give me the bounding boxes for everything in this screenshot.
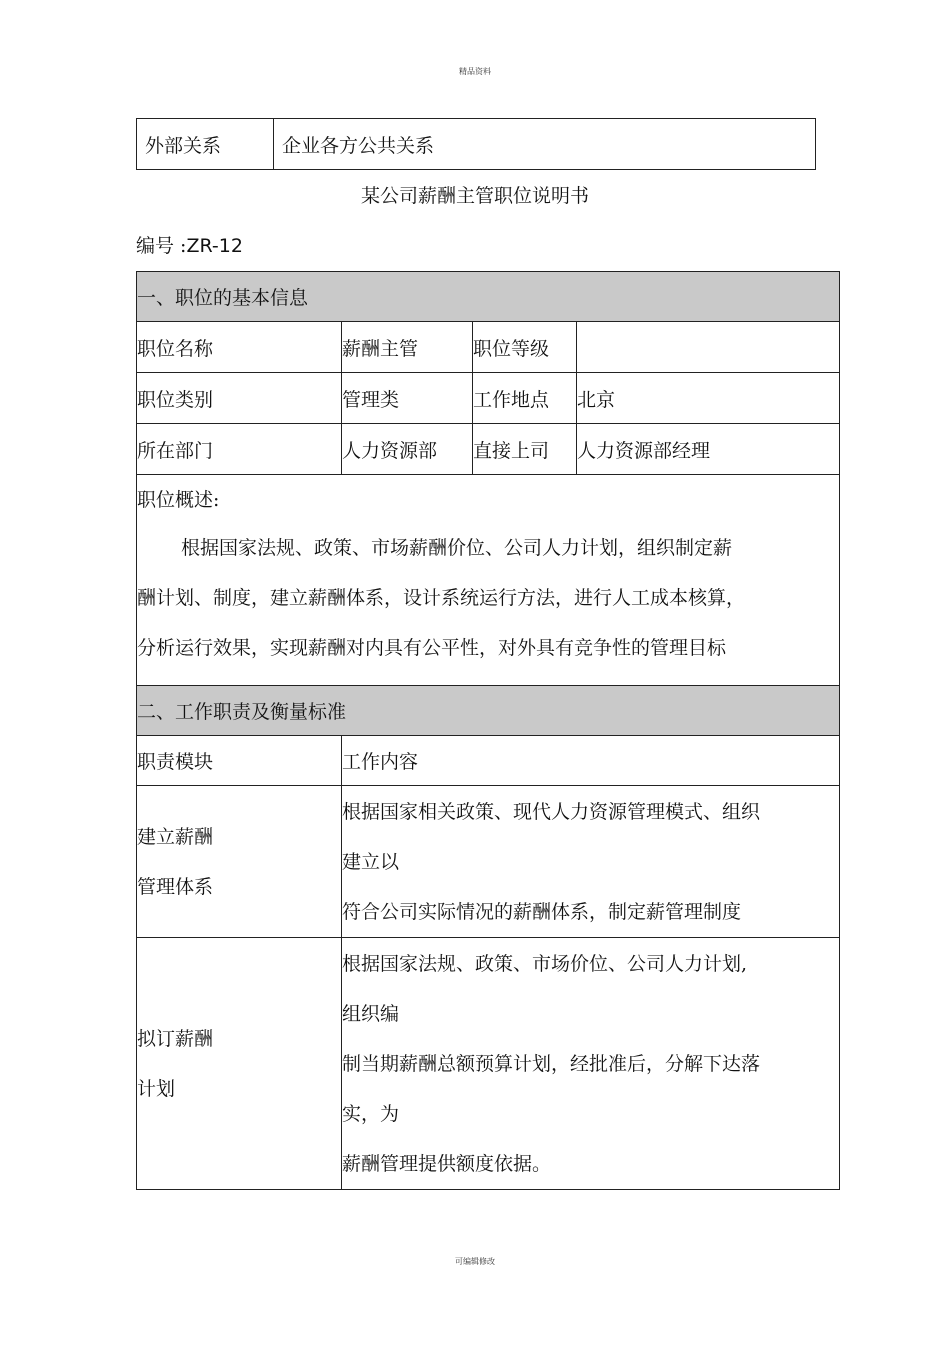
duty-content-line: 根据国家相关政策、现代人力资源管理模式、组织 bbox=[342, 801, 761, 823]
info-label: 工作地点 bbox=[473, 373, 577, 424]
summary-row bbox=[137, 475, 840, 686]
section-header-basic-info bbox=[137, 272, 840, 322]
info-label: 直接上司 bbox=[473, 424, 577, 475]
info-value: 人力资源部 bbox=[342, 424, 473, 475]
external-relations-row bbox=[137, 119, 816, 170]
info-row bbox=[137, 424, 840, 475]
section-header-duties bbox=[137, 686, 840, 736]
duty-content-line: 根据国家法规、政策、市场价位、公司人力计划, bbox=[342, 953, 748, 975]
header-note: 精品资料 bbox=[459, 67, 491, 76]
section-title: 二、工作职责及衡量标准 bbox=[137, 686, 840, 736]
duty-module-line: 拟订薪酬 bbox=[137, 1027, 214, 1050]
external-relations-value: 企业各方公共关系 bbox=[274, 119, 816, 170]
duty-module bbox=[137, 938, 342, 1190]
info-label: 职位名称 bbox=[137, 322, 342, 373]
summary-line: 根据国家法规、政策、市场薪酬价位、公司人力计划，组织制定薪 bbox=[181, 537, 733, 559]
duty-content-line: 建立以 bbox=[342, 851, 400, 873]
duty-module-line: 管理体系 bbox=[137, 875, 214, 898]
duty-content bbox=[342, 938, 840, 1190]
info-value: 管理类 bbox=[342, 373, 473, 424]
duty-content-line: 实，为 bbox=[342, 1103, 400, 1125]
duty-row bbox=[137, 786, 840, 938]
document-number-value: ZR-12 bbox=[186, 235, 243, 257]
summary-label: 职位概述: bbox=[137, 489, 220, 511]
info-value: 薪酬主管 bbox=[342, 322, 473, 373]
duty-content-line: 制当期薪酬总额预算计划，经批准后，分解下达落 bbox=[342, 1053, 761, 1075]
summary-line: 酬计划、制度，建立薪酬体系，设计系统运行方法，进行人工成本核算， bbox=[137, 587, 746, 609]
document-number bbox=[136, 231, 243, 258]
document-title: 某公司薪酬主管职位说明书 bbox=[360, 185, 589, 207]
duty-module-header: 职责模块 bbox=[137, 736, 342, 786]
external-relations-label: 外部关系 bbox=[137, 119, 274, 170]
info-label: 职位等级 bbox=[473, 322, 577, 373]
job-summary bbox=[137, 475, 840, 686]
duty-column-header-row bbox=[137, 736, 840, 786]
footer-note: 可编辑修改 bbox=[455, 1257, 495, 1266]
info-value: 人力资源部经理 bbox=[577, 424, 840, 475]
section-title: 一、职位的基本信息 bbox=[137, 272, 840, 322]
summary-line: 分析运行效果，实现薪酬对内具有公平性，对外具有竞争性的管理目标 bbox=[137, 637, 727, 659]
info-label: 职位类别 bbox=[137, 373, 342, 424]
duty-content-line: 薪酬管理提供额度依据。 bbox=[342, 1153, 552, 1175]
duty-module-line: 计划 bbox=[137, 1077, 176, 1100]
external-relations-table bbox=[136, 118, 816, 170]
duty-module-line: 建立薪酬 bbox=[137, 825, 214, 848]
duty-content-line: 符合公司实际情况的薪酬体系，制定薪管理制度 bbox=[342, 901, 742, 923]
info-value bbox=[577, 322, 840, 373]
duty-content-line: 组织编 bbox=[342, 1003, 400, 1025]
info-row bbox=[137, 373, 840, 424]
duty-module bbox=[137, 786, 342, 938]
duty-row bbox=[137, 938, 840, 1190]
info-label: 所在部门 bbox=[137, 424, 342, 475]
duty-content-header: 工作内容 bbox=[342, 736, 840, 786]
document-number-label: 编号 : bbox=[136, 235, 187, 257]
info-value: 北京 bbox=[577, 373, 840, 424]
job-description-table bbox=[136, 271, 840, 1190]
info-row bbox=[137, 322, 840, 373]
duty-content bbox=[342, 786, 840, 938]
